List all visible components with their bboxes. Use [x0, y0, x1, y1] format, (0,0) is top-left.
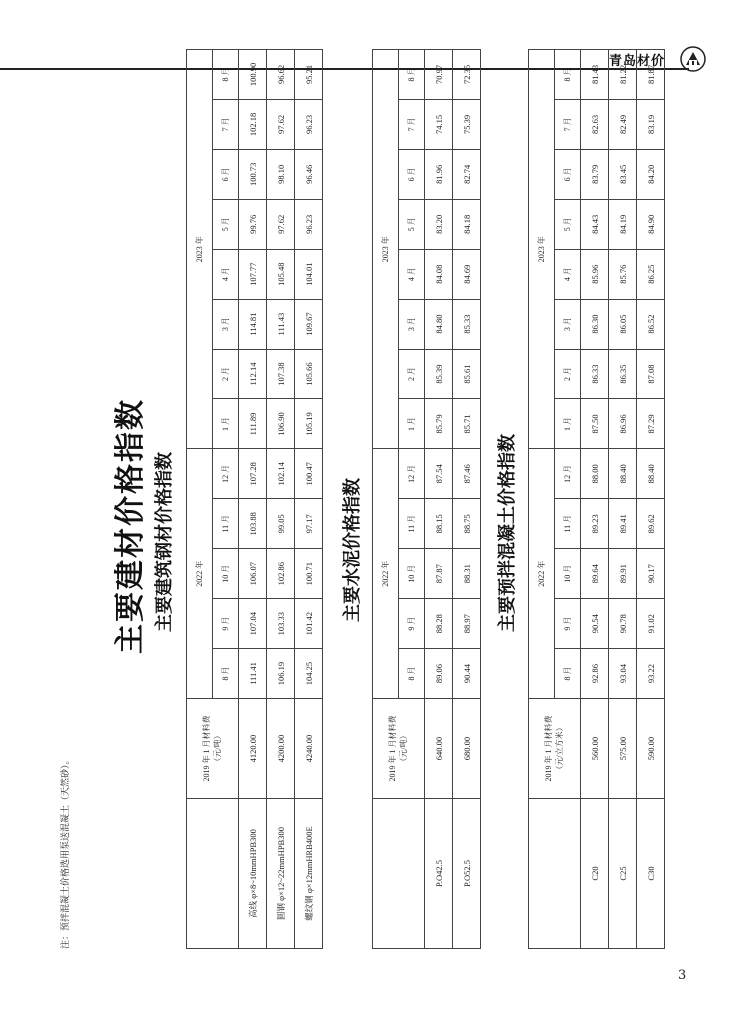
- index-value: 100.73: [239, 149, 267, 199]
- index-value: 88.40: [637, 449, 665, 499]
- name-header: [373, 799, 425, 949]
- month-header: 6 月: [555, 149, 581, 199]
- index-value: 91.02: [637, 599, 665, 649]
- index-value: 104.01: [295, 249, 323, 299]
- index-value: 84.43: [581, 199, 609, 249]
- cost-header: 2019 年 1 月材料费 （元/立方米）: [529, 699, 581, 799]
- index-value: 85.39: [425, 349, 453, 399]
- index-value: 97.17: [295, 499, 323, 549]
- index-value: 90.44: [453, 649, 481, 699]
- index-value: 102.18: [239, 99, 267, 149]
- material-name: C25: [609, 799, 637, 949]
- table-row: [453, 50, 481, 949]
- index-value: 81.87: [637, 50, 665, 100]
- month-header: 5 月: [555, 199, 581, 249]
- name-header: [529, 799, 581, 949]
- month-header: 12 月: [213, 449, 239, 499]
- month-header: 5 月: [399, 199, 425, 249]
- index-value: 84.08: [425, 249, 453, 299]
- index-value: 87.87: [425, 549, 453, 599]
- index-value: 106.07: [239, 549, 267, 599]
- month-header: 8 月: [555, 50, 581, 100]
- month-header: 4 月: [399, 249, 425, 299]
- month-header: 10 月: [555, 549, 581, 599]
- index-value: 85.76: [609, 249, 637, 299]
- base-cost: 4200.00: [267, 699, 295, 799]
- month-header: 9 月: [213, 599, 239, 649]
- month-header: 3 月: [213, 299, 239, 349]
- concrete-price-table: [528, 49, 665, 949]
- index-value: 103.33: [267, 599, 295, 649]
- month-header: 1 月: [399, 399, 425, 449]
- table-row: [637, 50, 665, 949]
- index-value: 82.49: [609, 99, 637, 149]
- base-cost: 575.00: [609, 699, 637, 799]
- table-row: [425, 50, 453, 949]
- index-value: 114.81: [239, 299, 267, 349]
- index-value: 99.76: [239, 199, 267, 249]
- table-row: [581, 50, 609, 949]
- base-cost: 4120.00: [239, 699, 267, 799]
- month-header: 11 月: [213, 499, 239, 549]
- index-value: 84.90: [637, 199, 665, 249]
- index-value: 105.66: [295, 349, 323, 399]
- year-header-2022: 2022 年: [373, 449, 399, 699]
- month-header: 6 月: [399, 149, 425, 199]
- index-value: 99.05: [267, 499, 295, 549]
- index-value: 98.10: [267, 149, 295, 199]
- month-header: 8 月: [213, 50, 239, 100]
- index-value: 106.19: [267, 649, 295, 699]
- index-value: 83.45: [609, 149, 637, 199]
- index-value: 100.90: [239, 50, 267, 100]
- table-row: [609, 50, 637, 949]
- month-header: 8 月: [399, 50, 425, 100]
- index-value: 88.97: [453, 599, 481, 649]
- table-row: [267, 50, 295, 949]
- month-header: 11 月: [399, 499, 425, 549]
- index-value: 81.96: [425, 149, 453, 199]
- index-value: 112.14: [239, 349, 267, 399]
- index-value: 104.25: [295, 649, 323, 699]
- month-header: 11 月: [555, 499, 581, 549]
- index-value: 83.20: [425, 199, 453, 249]
- name-header: [187, 799, 239, 949]
- index-value: 81.43: [581, 50, 609, 100]
- index-value: 86.05: [609, 299, 637, 349]
- index-value: 101.42: [295, 599, 323, 649]
- index-value: 93.04: [609, 649, 637, 699]
- year-header-2023: 2023 年: [529, 50, 555, 449]
- month-header: 10 月: [399, 549, 425, 599]
- base-cost: 4240.00: [295, 699, 323, 799]
- index-value: 96.23: [295, 199, 323, 249]
- index-value: 102.14: [267, 449, 295, 499]
- index-value: 88.00: [581, 449, 609, 499]
- material-name: P.O42.5: [425, 799, 453, 949]
- index-value: 87.46: [453, 449, 481, 499]
- index-value: 81.22: [609, 50, 637, 100]
- table-row: [239, 50, 267, 949]
- material-name: 高线 φ×8~10mmHPB300: [239, 799, 267, 949]
- cement-subtitle: 主要水泥价格指数: [342, 478, 363, 622]
- index-value: 85.33: [453, 299, 481, 349]
- year-header-2022: 2022 年: [187, 449, 213, 699]
- month-header: 7 月: [399, 99, 425, 149]
- table-row: [295, 50, 323, 949]
- index-value: 105.48: [267, 249, 295, 299]
- index-value: 85.71: [453, 399, 481, 449]
- brand-name: 青岛材价: [609, 54, 666, 69]
- month-header: 2 月: [399, 349, 425, 399]
- index-value: 88.28: [425, 599, 453, 649]
- year-header-2022: 2022 年: [529, 449, 555, 699]
- index-value: 83.79: [581, 149, 609, 199]
- index-value: 103.88: [239, 499, 267, 549]
- index-value: 96.23: [295, 99, 323, 149]
- base-cost: 590.00: [637, 699, 665, 799]
- index-value: 86.30: [581, 299, 609, 349]
- index-value: 84.19: [609, 199, 637, 249]
- index-value: 96.62: [267, 50, 295, 100]
- index-value: 111.41: [239, 649, 267, 699]
- index-value: 97.62: [267, 99, 295, 149]
- cost-header: 2019 年 1 月材料费 （元/吨）: [187, 699, 239, 799]
- index-value: 88.31: [453, 549, 481, 599]
- steel-subtitle: 主要建筑钢材价格指数: [154, 452, 175, 632]
- steel-price-table: [186, 49, 323, 949]
- month-header: 9 月: [555, 599, 581, 649]
- index-value: 85.79: [425, 399, 453, 449]
- month-header: 6 月: [213, 149, 239, 199]
- month-header: 1 月: [555, 399, 581, 449]
- month-header: 8 月: [555, 649, 581, 699]
- index-value: 84.18: [453, 199, 481, 249]
- concrete-subtitle: 主要预拌混凝土价格指数: [497, 434, 518, 632]
- index-value: 95.21: [295, 50, 323, 100]
- month-header: 8 月: [399, 649, 425, 699]
- cost-header: 2019 年 1 月材料费 （元/吨）: [373, 699, 425, 799]
- index-value: 82.63: [581, 99, 609, 149]
- index-value: 89.06: [425, 649, 453, 699]
- index-value: 89.41: [609, 499, 637, 549]
- index-value: 82.74: [453, 149, 481, 199]
- month-header: 4 月: [213, 249, 239, 299]
- index-value: 86.25: [637, 249, 665, 299]
- index-value: 100.47: [295, 449, 323, 499]
- index-value: 107.77: [239, 249, 267, 299]
- index-value: 84.80: [425, 299, 453, 349]
- base-cost: 680.00: [453, 699, 481, 799]
- index-value: 89.62: [637, 499, 665, 549]
- material-name: 螺纹钢 φ×12mmHRB400E: [295, 799, 323, 949]
- month-header: 7 月: [213, 99, 239, 149]
- index-value: 92.86: [581, 649, 609, 699]
- index-value: 88.75: [453, 499, 481, 549]
- index-value: 89.91: [609, 549, 637, 599]
- index-value: 97.62: [267, 199, 295, 249]
- base-cost: 640.00: [425, 699, 453, 799]
- index-value: 90.54: [581, 599, 609, 649]
- page-title: 主要建材价格指数: [113, 398, 148, 654]
- month-header: 2 月: [555, 349, 581, 399]
- month-header: 3 月: [555, 299, 581, 349]
- base-cost: 560.00: [581, 699, 609, 799]
- month-header: 8 月: [213, 649, 239, 699]
- index-value: 84.69: [453, 249, 481, 299]
- month-header: 7 月: [555, 99, 581, 149]
- index-value: 96.46: [295, 149, 323, 199]
- index-value: 84.20: [637, 149, 665, 199]
- index-value: 70.97: [425, 50, 453, 100]
- material-name: P.O52.5: [453, 799, 481, 949]
- index-value: 102.86: [267, 549, 295, 599]
- month-header: 3 月: [399, 299, 425, 349]
- year-header-2023: 2023 年: [373, 50, 399, 449]
- page-number: 3: [678, 968, 687, 983]
- index-value: 87.50: [581, 399, 609, 449]
- month-header: 9 月: [399, 599, 425, 649]
- month-header: 2 月: [213, 349, 239, 399]
- index-value: 107.04: [239, 599, 267, 649]
- footnote: 注：预拌混凝土价格选用泵送混凝土（天然砂）。: [61, 755, 71, 949]
- month-header: 12 月: [399, 449, 425, 499]
- index-value: 85.61: [453, 349, 481, 399]
- index-value: 100.71: [295, 549, 323, 599]
- index-value: 88.40: [609, 449, 637, 499]
- material-name: C20: [581, 799, 609, 949]
- index-value: 86.33: [581, 349, 609, 399]
- cement-price-table: [372, 49, 481, 949]
- index-value: 89.23: [581, 499, 609, 549]
- index-value: 105.19: [295, 399, 323, 449]
- index-value: 85.96: [581, 249, 609, 299]
- index-value: 72.35: [453, 50, 481, 100]
- month-header: 10 月: [213, 549, 239, 599]
- index-value: 87.54: [425, 449, 453, 499]
- year-header-2023: 2023 年: [187, 50, 213, 449]
- month-header: 12 月: [555, 449, 581, 499]
- index-value: 111.89: [239, 399, 267, 449]
- index-value: 109.67: [295, 299, 323, 349]
- index-value: 89.64: [581, 549, 609, 599]
- index-value: 107.28: [239, 449, 267, 499]
- month-header: 1 月: [213, 399, 239, 449]
- index-value: 86.96: [609, 399, 637, 449]
- index-value: 83.19: [637, 99, 665, 149]
- index-value: 86.52: [637, 299, 665, 349]
- index-value: 75.39: [453, 99, 481, 149]
- index-value: 106.90: [267, 399, 295, 449]
- index-value: 107.38: [267, 349, 295, 399]
- material-name: C30: [637, 799, 665, 949]
- index-value: 93.22: [637, 649, 665, 699]
- month-header: 5 月: [213, 199, 239, 249]
- index-value: 111.43: [267, 299, 295, 349]
- index-value: 87.29: [637, 399, 665, 449]
- index-value: 90.17: [637, 549, 665, 599]
- index-value: 74.15: [425, 99, 453, 149]
- index-value: 86.35: [609, 349, 637, 399]
- index-value: 90.78: [609, 599, 637, 649]
- index-value: 88.15: [425, 499, 453, 549]
- month-header: 4 月: [555, 249, 581, 299]
- material-name: 圆钢 φ×12~22mmHPB300: [267, 799, 295, 949]
- index-value: 87.08: [637, 349, 665, 399]
